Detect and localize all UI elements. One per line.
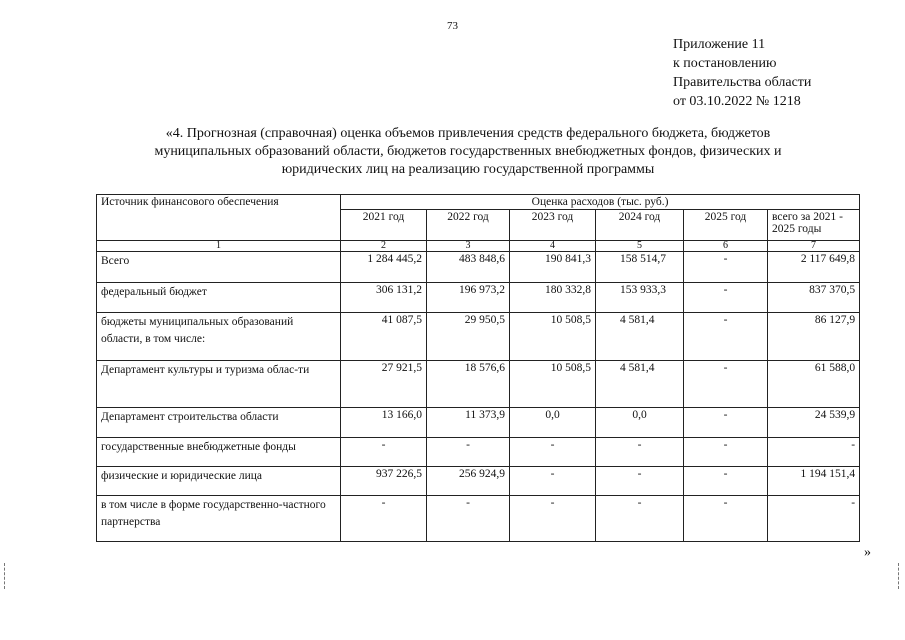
cell-value: 0,0 — [510, 408, 596, 438]
cell-value: 158 514,7 — [596, 252, 684, 283]
cell-value: 24 539,9 — [768, 408, 860, 438]
total-header: всего за 2021 - 2025 годы — [768, 210, 860, 241]
row-label: в том числе в форме государственно-частного партнерства — [97, 496, 341, 542]
cell-value: 837 370,5 — [768, 283, 860, 313]
cell-value: - — [341, 438, 427, 467]
cell-value: 196 973,2 — [427, 283, 510, 313]
cell-value: - — [510, 496, 596, 542]
column-number-row — [97, 241, 860, 252]
column-number: 7 — [768, 241, 860, 252]
funding-table — [96, 194, 860, 542]
title-line-3: юридических лиц на реализацию государственной программы — [281, 162, 655, 177]
cell-value: 10 508,5 — [510, 313, 596, 361]
cell-value: 306 131,2 — [341, 283, 427, 313]
table-row — [97, 467, 860, 496]
cell-value: - — [596, 467, 684, 496]
cell-value: 2 117 649,8 — [768, 252, 860, 283]
row-label: физические и юридические лица — [97, 467, 341, 496]
table-row — [97, 313, 860, 361]
section-title — [108, 125, 828, 179]
row-label: Департамент культуры и туризма облас-ти — [97, 361, 341, 408]
cell-value: 180 332,8 — [510, 283, 596, 313]
cell-value: 256 924,9 — [427, 467, 510, 496]
cell-value: - — [510, 438, 596, 467]
scan-edge-mark-right — [898, 563, 901, 589]
cell-value: - — [510, 467, 596, 496]
cell-value: 13 166,0 — [341, 408, 427, 438]
cell-value: 27 921,5 — [341, 361, 427, 408]
row-label: федеральный бюджет — [97, 283, 341, 313]
appendix-line-1: Приложение 11 — [673, 37, 766, 52]
cell-value: 1 194 151,4 — [768, 467, 860, 496]
year-header: 2021 год — [341, 210, 427, 241]
cell-value: 1 284 445,2 — [341, 252, 427, 283]
table-row — [97, 361, 860, 408]
column-number: 2 — [341, 241, 427, 252]
cell-value: - — [596, 496, 684, 542]
cell-value: 4 581,4 — [596, 361, 684, 408]
closing-quote: » — [864, 545, 871, 560]
appendix-line-2: к постановлению — [673, 56, 777, 71]
scan-edge-mark-left — [4, 563, 7, 589]
row-label: государственные внебюджетные фонды — [97, 438, 341, 467]
year-header: 2025 год — [684, 210, 768, 241]
cell-value: - — [427, 496, 510, 542]
cell-value: 10 508,5 — [510, 361, 596, 408]
column-number: 4 — [510, 241, 596, 252]
title-line-2: муниципальных образований области, бюджетов государственных внебюджетных фондов, физических и — [154, 144, 782, 159]
year-header: 2023 год — [510, 210, 596, 241]
table-row — [97, 283, 860, 313]
table-row — [97, 496, 860, 542]
source-header: Источник финансового обеспечения — [97, 195, 341, 241]
column-number: 1 — [97, 241, 341, 252]
table-row — [97, 438, 860, 467]
page-number: 73 — [447, 20, 458, 32]
cell-value: - — [427, 438, 510, 467]
year-header: 2022 год — [427, 210, 510, 241]
cell-value: - — [684, 438, 768, 467]
cell-value: 29 950,5 — [427, 313, 510, 361]
cell-value: - — [684, 313, 768, 361]
row-label: Департамент строительства области — [97, 408, 341, 438]
cell-value: 11 373,9 — [427, 408, 510, 438]
table-row — [97, 408, 860, 438]
cell-value: - — [684, 467, 768, 496]
cell-value: 937 226,5 — [341, 467, 427, 496]
year-header: 2024 год — [596, 210, 684, 241]
row-label: Всего — [97, 252, 341, 283]
column-number: 3 — [427, 241, 510, 252]
cell-value: 190 841,3 — [510, 252, 596, 283]
cell-value: 0,0 — [596, 408, 684, 438]
cell-value: - — [684, 361, 768, 408]
row-label: бюджеты муниципальных образований области, в том числе: — [97, 313, 341, 361]
cell-value: 4 581,4 — [596, 313, 684, 361]
title-line-1: «4. Прогнозная (справочная) оценка объемов привлечения средств федерального бюджета, бюджетов — [165, 126, 771, 141]
cell-value: - — [768, 438, 860, 467]
estimate-group-header: Оценка расходов (тыс. руб.) — [341, 195, 860, 210]
cell-value: 18 576,6 — [427, 361, 510, 408]
column-number: 5 — [596, 241, 684, 252]
appendix-line-4: от 03.10.2022 № 1218 — [673, 94, 801, 109]
cell-value: - — [768, 496, 860, 542]
cell-value: - — [684, 408, 768, 438]
table-row — [97, 252, 860, 283]
appendix-block — [673, 35, 811, 111]
cell-value: - — [341, 496, 427, 542]
appendix-line-3: Правительства области — [673, 75, 812, 90]
cell-value: 86 127,9 — [768, 313, 860, 361]
cell-value: - — [684, 283, 768, 313]
cell-value: - — [684, 252, 768, 283]
cell-value: - — [596, 438, 684, 467]
column-number: 6 — [684, 241, 768, 252]
cell-value: 483 848,6 — [427, 252, 510, 283]
cell-value: - — [684, 496, 768, 542]
cell-value: 61 588,0 — [768, 361, 860, 408]
cell-value: 41 087,5 — [341, 313, 427, 361]
cell-value: 153 933,3 — [596, 283, 684, 313]
